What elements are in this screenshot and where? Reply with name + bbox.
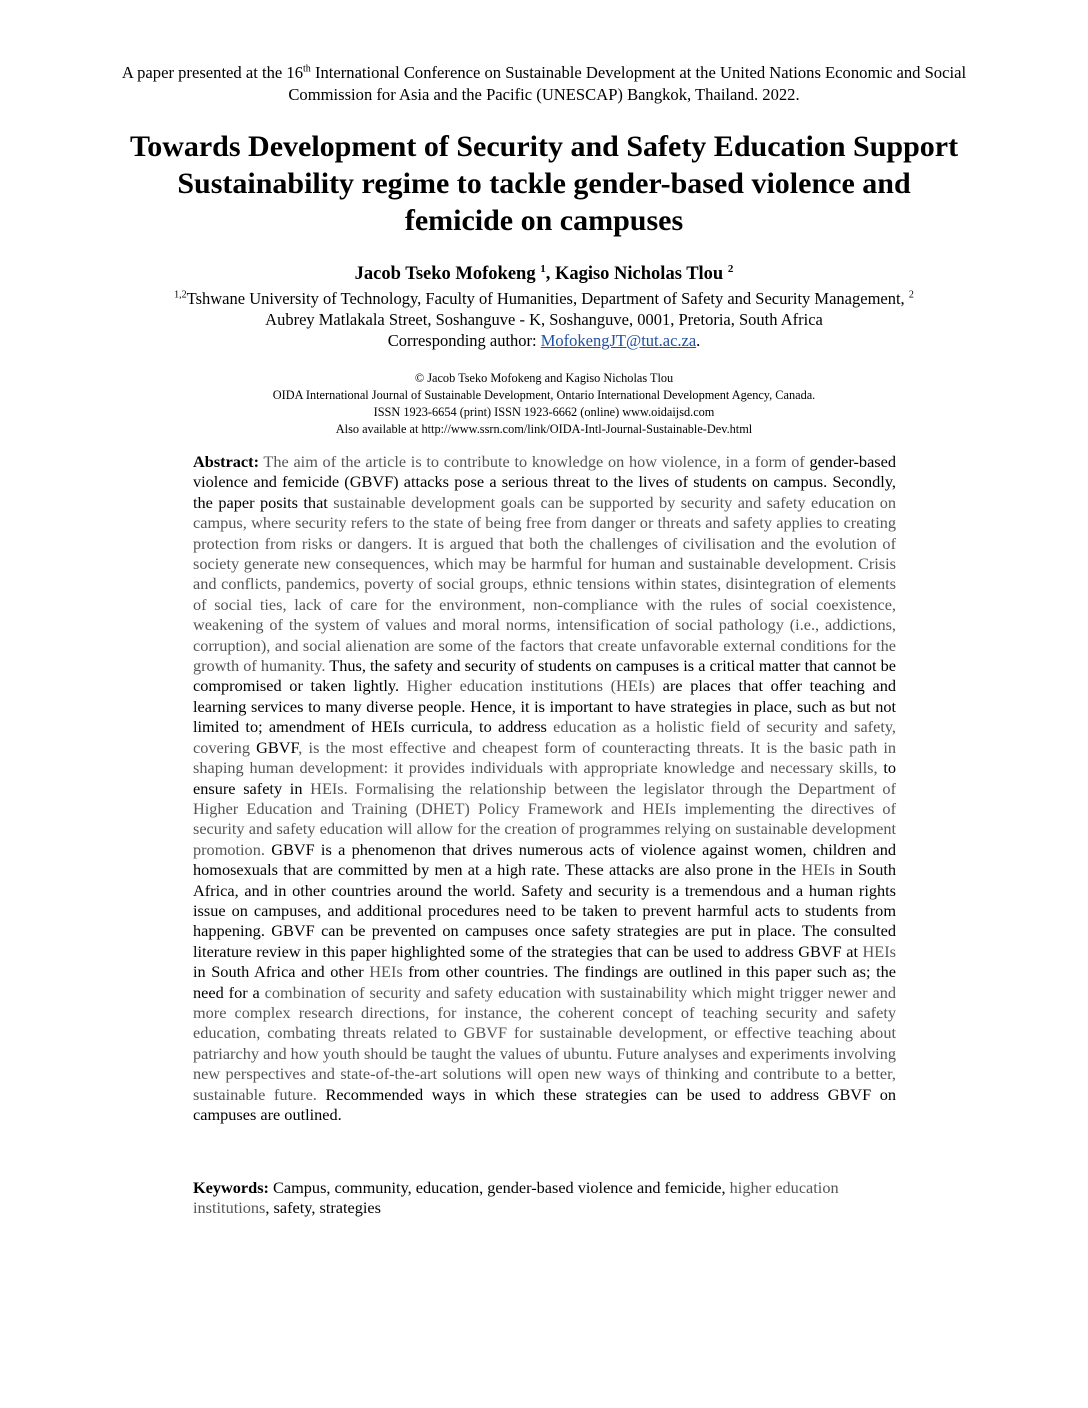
abstract-text: gender-based violence and femicide (GBVF) attacks pose a serious threat to the lives of students on campus. Secondly, the paper posits that: [193, 452, 896, 512]
abstract-text: from other countries. The findings are outlined in this paper such as; the need for a: [193, 962, 896, 1002]
abstract-text: Higher education institutions (HEIs): [399, 676, 655, 696]
availability-line: Also available at http://www.ssrn.com/link/OIDA-Intl-Journal-Sustainable-Dev.html: [335, 422, 753, 436]
affiliation-mark: 2: [908, 289, 914, 301]
abstract-text: Recommended ways in which these strategies can be used to address GBVF on campuses are outlined.: [193, 1084, 896, 1124]
abstract-text: HEIs: [796, 860, 835, 880]
affiliation-text: Tshwane University of Technology, Faculty of Humanities, Department of Safety and Security Management,: [186, 289, 905, 308]
abstract-text: education as a holistic field of security and safety, covering: [193, 717, 896, 757]
abstract-text: , is the most effective and cheapest form of counteracting threats. It is the basic path in shaping human development: it provides individuals with appropriate knowledge and necessary skills,: [193, 737, 897, 778]
keywords-label: Keywords:: [193, 1178, 269, 1197]
abstract-text: HEIs: [363, 962, 403, 982]
abstract-text: GBVF: [256, 737, 299, 757]
abstract-text: in South Africa, and in other countries around the world. Safety and security is a tremendous and a human rights issue on campuses, and additional procedures need to be taken to prevent harmful acts to students from happening. GBVF can be prevented on campuses once safety strategies are put in place. The consulted literature review in this paper highlighted some of the strategies that can be used to address GBVF at: [193, 860, 897, 961]
keywords-text: higher education institutions: [193, 1178, 839, 1218]
corresponding-author-email-link[interactable]: MofokengJT@tut.ac.za: [540, 331, 697, 350]
abstract-text: The aim of the article is to contribute to knowledge on how violence, in a form of: [259, 452, 810, 471]
affiliation-address: Aubrey Matlakala Street, Soshanguve - K, Soshanguve, 0001, Pretoria, South Africa: [265, 310, 823, 329]
author-separator: ,: [545, 264, 555, 284]
affiliation-line: [120, 288, 968, 309]
copyright-line: © Jacob Tseko Mofokeng and Kagiso Nicholas Tlou: [414, 371, 674, 385]
conference-ordinal-suffix: th: [303, 63, 311, 75]
corresponding-author-label: Corresponding author:: [387, 331, 541, 350]
affiliation-mark: 1,2: [174, 289, 187, 301]
abstract-text: HEIs: [858, 941, 897, 961]
abstract-text: to ensure safety in: [193, 758, 896, 798]
conference-note-text-end: International Conference on Sustainable Development at the United Nations Economic and Social Commission for Asia and the Pacific (UNESCAP) Bangkok, Thailand. 2022.: [288, 63, 967, 104]
keywords-text: Campus, community, education, gender-based violence and femicide,: [268, 1178, 726, 1197]
copyright-block: [120, 370, 968, 438]
author-affiliation-mark: 2: [727, 262, 734, 275]
abstract-text: combination of security and safety education with sustainability which might trigger newer and more complex research directions, for instance, the coherent concept of teaching security and safety education, combating threats related to GBVF for sustainable development, or effective teaching about patriarchy and how youth should be taught the values of ubuntu. Future analyses and experiments involving new perspectives and state-of-the-art solutions will open new ways of thinking and contribute to a better, sustainable future.: [193, 982, 896, 1104]
author-name: Jacob Tseko Mofokeng: [354, 264, 536, 284]
abstract-label: Abstract:: [193, 452, 260, 471]
issn-line: ISSN 1923-6654 (print) ISSN 1923-6662 (online) www.oidaijsd.com: [373, 405, 715, 419]
abstract-text: sustainable development goals can be supported by security and safety education on campus, where security refers to the state of being free from danger or threats and safety applies to creating protection from risks or dangers. It is argued that both the challenges of civilisation and the evolution of society generate new consequences, which may be harmful for human and sustainable development. Crisis and conflicts, pandemics, poverty of social groups, ethnic tensions within states, disintegration of elements of social ties, lack of care for the environment, non-compliance with the rules of social coexistence, weakening of the system of values and moral norms, intensification of social pathology (i.e., addictions, corruption), and social alienation are some of the factors that create unfavorable external conditions for the growth of humanity.: [193, 492, 897, 676]
abstract-text: Thus, the safety and security of students on campuses is a critical matter that cannot be compromised or taken lightly.: [193, 656, 897, 696]
abstract: [193, 452, 896, 1125]
author-list: [120, 262, 968, 286]
abstract-text: are places that offer teaching and learning services to many diverse people. Hence, it is important to have strategies in place, such as but not limited to; amendment of HEIs curricula, to address: [193, 676, 897, 737]
journal-line: OIDA International Journal of Sustainable Development, Ontario International Development Agency, Canada.: [272, 388, 816, 402]
abstract-text: in South Africa and other: [193, 962, 364, 982]
author-name: Kagiso Nicholas Tlou: [554, 264, 724, 284]
keywords: [193, 1178, 896, 1219]
affiliation-block: [120, 288, 968, 351]
paper-title: Towards Development of Security and Safety Education Support Sustainability regime to tackle gender-based violence and femicide on campuses: [129, 130, 959, 237]
corresponding-author: [120, 330, 968, 351]
abstract-text: HEIs. Formalising the relationship between the legislator through the Department of Higher Education and Training (DHET) Policy Framework and HEIs implementing the directives of security and safety education will allow for the creation of programmes relying on sustainable development promotion.: [193, 778, 896, 859]
keywords-text: , safety, strategies: [265, 1198, 381, 1218]
conference-note: [110, 62, 978, 106]
conference-note-text: A paper presented at the 16: [121, 63, 304, 82]
author-affiliation-mark: 1: [540, 262, 546, 275]
abstract-text: GBVF is a phenomenon that drives numerous acts of violence against women, children and homosexuals that are committed by men at a high rate. These attacks are also prone in the: [193, 839, 896, 880]
corresponding-author-period: .: [696, 331, 701, 350]
